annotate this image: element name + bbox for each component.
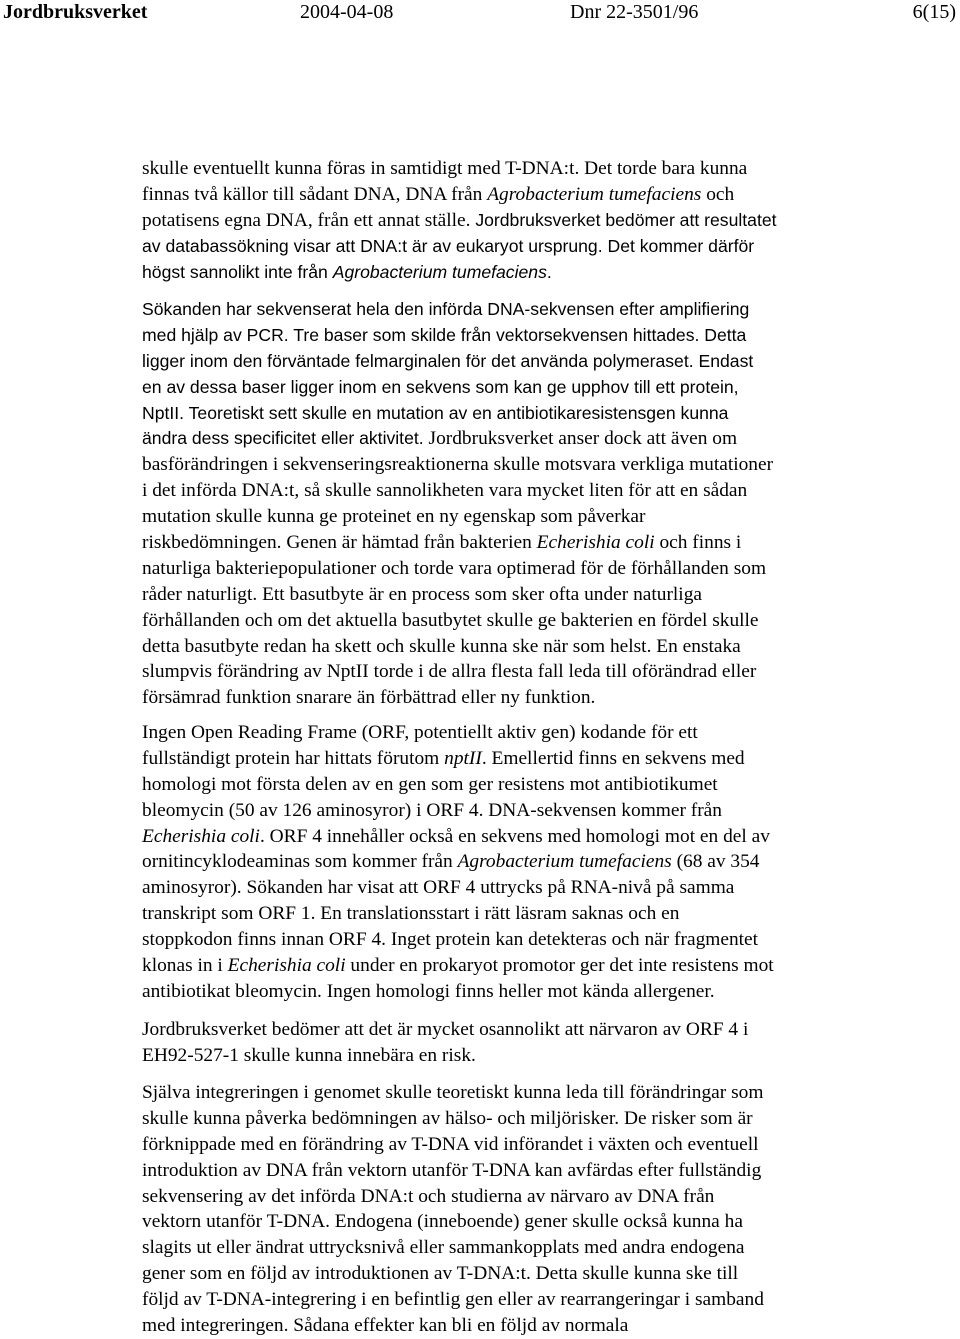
text-line bbox=[142, 772, 942, 798]
text-line bbox=[142, 634, 942, 660]
text-line bbox=[142, 234, 942, 260]
text-line bbox=[142, 824, 942, 850]
text-line bbox=[142, 901, 942, 927]
text-run: Jordbruksverket bedömer att resultatet bbox=[475, 209, 777, 230]
text-run: Sökanden har sekvenserat hela den införda DNA-sekvensen efter amplifiering bbox=[142, 299, 750, 319]
text-run: finnas två källor till sådant DNA, DNA från bbox=[142, 183, 488, 205]
text-run: antibiotikat bleomycin. Ingen homologi finns heller mot kända allergener. bbox=[142, 980, 715, 1002]
text-run: NptII. Teoretiskt sett skulle en mutation av en antibiotikaresistensgen kunna bbox=[142, 402, 729, 423]
text-line bbox=[142, 927, 942, 953]
italic-text-run: Agrobacterium tumefaciens bbox=[487, 183, 702, 205]
text-run: i det införda DNA:t, så skulle sannolikheten vara mycket liten för att en sådan bbox=[142, 480, 748, 502]
text-line bbox=[142, 556, 942, 582]
text-line bbox=[142, 582, 942, 608]
text-run: introduktion av DNA från vektorn utanför T-DNA kan avfärdas efter fullständig bbox=[142, 1159, 762, 1181]
text-line bbox=[142, 953, 942, 979]
text-run: fullständigt protein har hittats förutom bbox=[142, 747, 445, 769]
text-line bbox=[142, 1080, 942, 1106]
text-line bbox=[142, 323, 942, 349]
text-line bbox=[142, 182, 942, 208]
text-line bbox=[142, 504, 942, 530]
text-run: följd av T-DNA-integrering i en befintlig gen eller av rearrangeringar i samband bbox=[142, 1289, 764, 1311]
text-run: skulle eventuellt kunna föras in samtidigt med T-DNA:t. Det torde bara kunna bbox=[142, 158, 748, 179]
text-run: . ORF 4 innehåller också en sekvens med homologi mot en del av bbox=[259, 825, 770, 847]
text-run: riskbedömningen. Genen är hämtad från bakterien bbox=[142, 532, 537, 554]
text-run: Ingen Open Reading Frame (ORF, potentiellt aktiv gen) kodande för ett bbox=[142, 722, 698, 743]
text-line bbox=[142, 297, 942, 323]
italic-text-run: Echerishia coli bbox=[142, 825, 260, 847]
text-line bbox=[142, 1261, 942, 1287]
text-run: . bbox=[546, 261, 552, 282]
text-run: under en prokaryot promotor ger det inte resistens mot bbox=[345, 955, 774, 977]
text-run: basförändringen i sekvenseringsreaktionerna skulle motsvara verkliga mutationer bbox=[142, 454, 774, 476]
text-run: . Emellertid finns en sekvens med bbox=[481, 747, 745, 769]
text-run: Tre baser som skilde från vektorsekvensen hittades. Detta bbox=[293, 324, 747, 345]
italic-text-run: Agrobacterium tumefaciens bbox=[457, 851, 672, 873]
text-run: aminosyror). Sökanden har visat att ORF 4 uttrycks på RNA-nivå på samma bbox=[142, 877, 735, 899]
text-line bbox=[142, 1017, 942, 1043]
text-line bbox=[142, 1106, 942, 1132]
text-line bbox=[142, 375, 942, 401]
header-organization: Jordbruksverket bbox=[3, 1, 148, 23]
paragraph-2 bbox=[142, 297, 942, 711]
text-run: potatisens egna DNA, från ett annat ställe. bbox=[142, 209, 476, 231]
text-line bbox=[142, 798, 942, 824]
text-line bbox=[142, 452, 942, 478]
text-line bbox=[142, 478, 942, 504]
text-run: ändra dess specificitet eller aktivitet. bbox=[142, 428, 429, 449]
text-run: homologi mot första delen av en gen som ger resistens mot antibiotikumet bbox=[142, 773, 718, 795]
text-line bbox=[142, 1235, 942, 1261]
text-run: försämrad funktion snarare än förbättrad eller ny funktion. bbox=[142, 687, 596, 709]
text-run: ornitincyklodeaminas som kommer från bbox=[142, 851, 458, 873]
paragraph-1 bbox=[142, 156, 942, 285]
text-line bbox=[142, 1184, 942, 1210]
text-line bbox=[142, 156, 942, 182]
paragraph-5 bbox=[142, 1080, 942, 1339]
text-run: Själva integreringen i genomet skulle teoretiskt kunna leda till förändringar som bbox=[142, 1082, 764, 1103]
italic-text-run: Agrobacterium tumefaciens bbox=[332, 261, 547, 282]
text-run: Jordbruksverket anser dock att även om bbox=[428, 428, 738, 450]
text-run: klonas in i bbox=[142, 955, 228, 977]
text-run: med integreringen. Sådana effekter kan bli en följd av normala bbox=[142, 1315, 629, 1337]
text-line bbox=[142, 720, 942, 746]
text-run: skulle kunna påverka bedömningen av hälso- och miljörisker. De risker som är bbox=[142, 1107, 753, 1129]
text-run: slagits ut eller ändrat uttrycksnivå eller sammankopplats med andra endogena bbox=[142, 1237, 745, 1259]
header-dnr: Dnr 22-3501/96 bbox=[570, 1, 699, 23]
page-header bbox=[0, 0, 960, 28]
text-line bbox=[142, 260, 942, 286]
text-run: förhållanden och om det aktuella basutbytet skulle ge bakterien en fördel skulle bbox=[142, 609, 759, 631]
text-run: ligger inom den förväntade felmarginalen för det använda polymeraset. Endast bbox=[142, 350, 754, 371]
text-run: EH92-527-1 skulle kunna innebära en risk. bbox=[142, 1044, 476, 1066]
text-line bbox=[142, 1313, 942, 1339]
text-run: slumpvis förändring av NptII torde i de allra flesta fall leda till oförändrad eller bbox=[142, 661, 757, 683]
text-run: detta basutbyte redan ha skett och skulle kunna ske när som helst. En enstaka bbox=[142, 635, 741, 657]
text-line bbox=[142, 685, 942, 711]
text-line bbox=[142, 1158, 942, 1184]
text-line bbox=[142, 849, 942, 875]
italic-text-run: Echerishia coli bbox=[536, 532, 655, 554]
text-run: gener som en följd av introduktionen av T-DNA:t. Detta skulle kunna ske till bbox=[142, 1263, 739, 1285]
text-line bbox=[142, 208, 942, 234]
text-line bbox=[142, 1287, 942, 1313]
text-run: mutation skulle kunna ge proteinet en ny egenskap som påverkar bbox=[142, 506, 646, 528]
header-date: 2004-04-08 bbox=[300, 1, 394, 23]
text-line bbox=[142, 979, 942, 1005]
text-run: naturliga bakteriepopulationer och torde vara optimerad för de förhållanden som bbox=[142, 557, 767, 579]
text-line bbox=[142, 659, 942, 685]
italic-text-run: nptII bbox=[444, 747, 482, 769]
text-run: bleomycin (50 av 126 aminosyror) i ORF 4. DNA-sekvensen kommer från bbox=[142, 799, 722, 821]
text-run: av databassökning visar att DNA:t är av eukaryot ursprung. Det kommer därför bbox=[142, 235, 755, 256]
text-line bbox=[142, 608, 942, 634]
text-run: högst sannolikt inte från bbox=[142, 261, 333, 282]
text-run: sekvensering av det införda DNA:t och studierna av närvaro av DNA från bbox=[142, 1185, 715, 1207]
text-run: (68 av 354 bbox=[671, 851, 760, 873]
text-line bbox=[142, 1209, 942, 1235]
text-run: och finns i bbox=[654, 532, 742, 554]
text-run: vektorn utanför T-DNA. Endogena (inneboende) gener skulle också kunna ha bbox=[142, 1211, 743, 1233]
text-run: råder naturligt. Ett basutbyte är en process som sker ofta under naturliga bbox=[142, 583, 702, 605]
text-line bbox=[142, 1132, 942, 1158]
text-run: med hjälp av PCR. bbox=[142, 324, 294, 345]
text-line bbox=[142, 746, 942, 772]
text-run: stoppkodon finns innan ORF 4. Inget protein kan detekteras och när fragmentet bbox=[142, 929, 759, 951]
text-line bbox=[142, 349, 942, 375]
header-page-number: 6(15) bbox=[912, 1, 956, 23]
text-line bbox=[142, 401, 942, 427]
text-line bbox=[142, 875, 942, 901]
text-run: förknippade med en förändring av T-DNA vid införandet i växten och eventuell bbox=[142, 1133, 759, 1155]
paragraph-3 bbox=[142, 720, 942, 1005]
italic-text-run: Echerishia coli bbox=[227, 955, 346, 977]
text-line bbox=[142, 426, 942, 452]
text-run: en av dessa baser ligger inom en sekvens som kan ge upphov till ett protein, bbox=[142, 376, 739, 397]
text-run: och bbox=[701, 183, 735, 205]
text-line bbox=[142, 530, 942, 556]
text-run: transkript som ORF 1. En translationsstart i rätt läsram saknas och en bbox=[142, 903, 680, 925]
text-run: Jordbruksverket bedömer att det är mycket osannolikt att närvaron av ORF 4 i bbox=[142, 1019, 749, 1040]
paragraph-4 bbox=[142, 1017, 942, 1069]
text-line bbox=[142, 1043, 942, 1069]
